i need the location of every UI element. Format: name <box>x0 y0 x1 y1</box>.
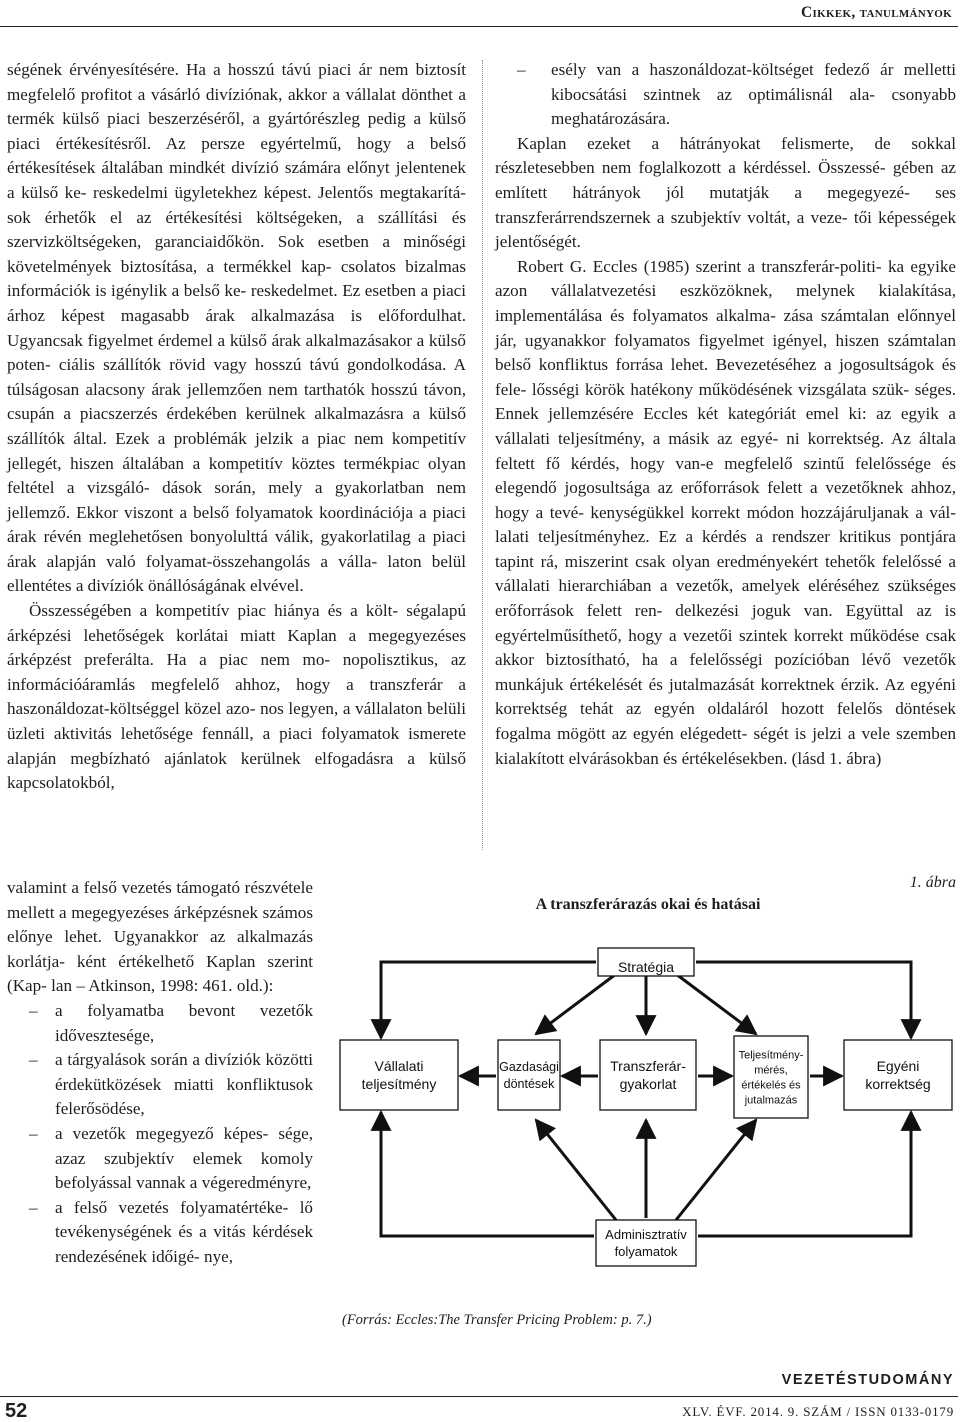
text-line: alkalmazásra a külső szállítók által. Ezek a problémák <box>7 404 466 448</box>
list-dash: – <box>29 1197 38 1217</box>
text-line: a gyártórészleg pedig a külső piaci értékesítésről. Az <box>7 109 467 153</box>
list-item-text <box>55 1196 313 1270</box>
text-line: pontjára tapint rá, miszerint csak olyan eredményekért <box>495 527 956 571</box>
arrow-admin-teljesitmeny <box>676 1120 756 1220</box>
text-line: komoly befolyással vannak a <box>55 1148 313 1193</box>
list-item-text <box>55 999 313 1048</box>
text-line: esély van a haszonáldozat-költséget fedező ár <box>551 60 894 79</box>
text-line: ka egyike azon vállalatvezetési eszközöknek, melynek <box>495 256 956 301</box>
box-label-gazdasagi: Gazdasági <box>499 1059 559 1074</box>
text-line: árképzésnek számos előnye lehet. <box>7 902 313 947</box>
box-label-vallalati: Vállalati <box>374 1057 424 1074</box>
text-line: tehetők felelőssé a vállalati hierarchiában a vezetők, <box>495 551 956 596</box>
arrow-strategia-gazdasagi <box>536 974 616 1034</box>
text-line: amelyek eléréséhez szükséges erőforrások felett ren- <box>495 576 956 621</box>
right-paragraph-2 <box>495 255 956 771</box>
text-line: ségét is jelzi a vele szemben kialakított elvárásokban és <box>495 724 956 768</box>
left-list-item-3 <box>29 1122 313 1196</box>
text-line: forrása lehet. Bevezetéséhez a jogosultságok és fele- <box>495 355 956 399</box>
text-line: biztosít megfelelő profitot a vásárló divíziónak, akkor <box>7 60 466 104</box>
text-line: sége, azaz szubjektív elemek <box>55 1123 313 1168</box>
left-paragraph-1 <box>7 58 466 599</box>
list-dash: – <box>517 60 526 79</box>
box-label-adminisztrativ: folyamatok <box>614 1244 678 1260</box>
text-line: lalati teljesítményhez. Ez a kérdés a rendszer kritikus <box>495 527 892 547</box>
text-line: ki: az egyik a vállalati teljesítmény, a másik az egyé- <box>495 404 957 448</box>
list-dash: – <box>29 1050 38 1070</box>
text-line: csolatos bizalmas információk is igénylik a belső ke- <box>7 256 467 301</box>
box-label-teljesitmeny: mérés, <box>754 1064 788 1077</box>
box-label-egyeni: korrektség <box>865 1075 931 1092</box>
text-line: persze egyértelmű, hogy a belső értékesítések általában <box>7 133 466 178</box>
text-line: csonyabb meghatározására. <box>551 84 957 129</box>
text-line: ni korrektség. Az általa feltett fő kérdés, hogy van-e <box>495 428 956 473</box>
text-line: fennáll, a piaci folyamatok ismerete alapján megbízható <box>7 724 466 768</box>
text-line: részvétele mellett a megegyezéses <box>7 878 313 922</box>
text-line: az erőforrások felett a vezetőknek ahhoz, hogy a tevé- <box>495 478 956 522</box>
running-header-section: Cikkek, tanulmányok <box>801 4 952 21</box>
text-line: árak alkalmazása is előfordulhat. Ugyancsak figyelmet <box>7 305 467 350</box>
text-line: részletesebben nem foglalkozott a kérdéssel. Összessé- <box>495 158 886 178</box>
footer-issue-meta: XLV. ÉVF. 2014. 9. SZÁM / ISSN 0133-0179 <box>682 1404 954 1419</box>
right-list-item-1 <box>517 58 956 132</box>
text-line: viszont a belső folyamatok koordinációja a piaci árak <box>7 502 466 547</box>
left-column <box>7 58 466 796</box>
box-gazdasagi <box>498 1040 560 1110</box>
text-line: Robert G. Eccles (1985) szerint a transzferár-politi- <box>517 256 882 276</box>
text-line: ként értékelhető Kaplan szerint (Kap- <box>7 951 313 996</box>
list-item-text <box>551 58 956 132</box>
text-line: ségének érvényesítésére. Ha a hosszú távú piaci ár nem <box>7 60 409 79</box>
text-line: figyelmet igényel, hiszen számtalan belső konfliktus <box>495 330 956 375</box>
arrow-admin-gazdasagi <box>536 1120 616 1220</box>
text-line: hogy a vezetői szintek korrekt működése csak akkor <box>495 625 956 670</box>
left-paragraph-2 <box>7 599 466 796</box>
text-line: a vezetők megegyező képes- <box>55 1123 269 1143</box>
list-dash: – <box>29 1123 38 1143</box>
text-line: nye, <box>204 1246 233 1266</box>
text-line: biztosítható, ha a felelősségi pozícióban lévő vezetők <box>545 650 956 670</box>
connector-admin-right <box>698 1112 911 1236</box>
box-label-egyeni: Egyéni <box>876 1057 920 1074</box>
box-label-transzferar: Transzferár- <box>610 1057 686 1074</box>
text-line: révén meglehetősen bonyolulttá válik, gyakorlatilag a <box>43 527 426 547</box>
text-line: Összességében a kompetitív piac hiánya és a költ- <box>29 601 399 621</box>
text-line: ciális szállítók rövid vagy hosszú távú gondolkodása. <box>58 355 447 375</box>
text-line: lősségi körök hatékony működésének vizsgálata szük- <box>531 379 910 399</box>
text-line: tői képességek jelentőségét. <box>495 207 956 252</box>
text-line: kialakítása, implementálása és folyamatos alkalma- <box>495 281 956 325</box>
box-label-teljesitmeny: értékelés és <box>741 1079 801 1092</box>
text-line: valamint a felső vezetés támogató <box>7 878 241 897</box>
footer-journal-name: VEZETÉSTUDOMÁNY <box>781 1372 954 1388</box>
text-line: melletti kibocsátási szintnek az optimálisnál ala- <box>551 60 956 104</box>
text-line: ajánlatok kerülnek elfogadásra a külső kapcsolatokból, <box>7 748 467 793</box>
text-line: Kaplan ezeket a hátrányokat felismerte, de sokkal <box>517 133 956 153</box>
text-line: sok érhetők el az értékesítési költségeken, a szállítási <box>7 207 438 227</box>
header-rule <box>0 26 958 27</box>
box-label-adminisztrativ: Adminisztratív <box>605 1227 687 1243</box>
text-line: kenységükkel korrekt módon hozzájáruljanak a vál- <box>590 502 956 522</box>
text-line: a folyamatba bevont vezetők <box>55 1000 313 1020</box>
text-line: ségalapú árképzési lehetőségek korlátai miatt Kaplan a <box>7 601 466 645</box>
text-line: delkezési joguk van. Együttal az is egyértelműsíthető, <box>495 601 957 645</box>
text-line: lő tevékenységének és a vitás <box>55 1197 313 1242</box>
text-line: érdemel a külső árak alkalmazásakor a külső poten- <box>7 330 466 375</box>
text-line: kompetitív köztes termékpiac olyan feltétel a vizsgáló- <box>7 453 466 498</box>
text-line: a felső vezetés folyamatértéke- <box>55 1197 289 1217</box>
text-line: munkájuk értékelését és jutalmazását korrektnek érzik. <box>495 674 880 694</box>
right-paragraph-1 <box>495 132 956 255</box>
text-line: konfliktusok felerősödése, <box>55 1074 313 1119</box>
text-line: gében az említett hátrányok jól mutatják a megegyezé- <box>495 158 957 202</box>
text-line: lan – Atkinson, 1998: 461. old.): <box>51 976 274 996</box>
text-line: minőségi követelmények biztosítása, a termékkel kap- <box>7 232 467 276</box>
text-line: megfelelő szintű felelőssége és elegendő jogosultsága <box>495 453 956 498</box>
connector-admin-left <box>381 1112 594 1236</box>
text-line: végeredményre, <box>201 1173 312 1193</box>
text-line: Az egyéni korrektség tehát az egyén oldaláról hozott <box>495 674 956 719</box>
text-line: séges. Ennek jellemzésére Eccles két kategóriát emel <box>495 379 957 424</box>
text-line: közötti érdekütközések miatti <box>55 1050 313 1094</box>
connector-strategia-right <box>696 962 911 1038</box>
right-column <box>495 58 956 771</box>
text-line: A túlságosan alacsony árak jellemzően nem tarthatók <box>7 355 466 399</box>
text-line: a tárgyalások során a divíziók <box>55 1050 261 1070</box>
box-label-vallalati: teljesítmény <box>361 1075 437 1092</box>
figure-source: (Forrás: Eccles:The Transfer Pricing Problem: p. 7.) <box>342 1312 652 1328</box>
text-line: nopolisztikus, az információáramlás megfelelő ahhoz, <box>7 650 467 694</box>
list-item-text <box>55 1122 313 1196</box>
text-line: a vállalat dönthet a termék külső piaci beszerzéséről, <box>7 84 466 129</box>
text-line: és szervizköltségeken, garanciaidőkön. Sok esetben a <box>7 207 466 252</box>
box-label-transzferar: gyakorlat <box>619 1075 677 1092</box>
figure-title: A transzferárazás okai és hatásai <box>535 896 761 913</box>
left-list-item-1 <box>29 999 313 1048</box>
left-list-block <box>7 876 313 1270</box>
text-line: értékelésekben. (lásd 1. ábra) <box>681 748 882 768</box>
text-line: nos legyen, a vállalaton belüli üzleti aktivitás lehetősége <box>7 699 467 744</box>
text-line: piaci árak alapján való folyamat-összehangolás a válla- <box>7 527 466 571</box>
left-paragraph-tail <box>7 876 313 999</box>
connector-strategia-left <box>381 962 596 1038</box>
box-label-strategia: Stratégia <box>617 958 675 975</box>
text-line: reskedelmi ügyletekhez képest. Jelentős megtakarítá- <box>93 182 466 202</box>
list-dash: – <box>29 1000 38 1020</box>
column-divider <box>482 60 483 850</box>
text-line: zása számtalan előnnyel jár, ugyanakkor folyamatos <box>495 305 956 350</box>
text-line: reskedelmet. Ez esetben a piaci árhoz képest magasabb <box>7 281 466 325</box>
text-line: hosszú távon, csupán a piacszerzés érdekében kerülnek <box>7 379 467 424</box>
box-label-teljesitmeny: jutalmazás <box>744 1094 798 1107</box>
arrow-strategia-teljesitmeny <box>676 974 756 1034</box>
page-number: 52 <box>5 1400 28 1422</box>
text-line: Ugyanakkor az alkalmazás korlátja- <box>7 927 313 971</box>
text-line: laton belül ellentétes a divíziók önállóságának elvével. <box>7 551 466 596</box>
text-line: megegyezéses árképzést preferálta. Ha a piac nem mo- <box>7 625 466 670</box>
text-line: dások során, mely a gyakorlatban nem jellemző. Ekkor <box>7 478 466 522</box>
text-line: idővesztesége, <box>55 1025 155 1045</box>
text-line: hogy a transzferár a haszonáldozat-költséggel közel azo- <box>7 674 467 719</box>
box-label-gazdasagi: döntések <box>503 1076 555 1091</box>
figure-label: 1. ábra <box>909 874 956 891</box>
text-line: felelős döntések fogalma mögött az egyén elégedett- <box>495 699 956 744</box>
text-line: kérdések rendezésének időigé- <box>55 1222 313 1266</box>
transfer-pricing-diagram <box>336 936 956 1308</box>
footer-rule <box>0 1396 958 1397</box>
box-label-teljesitmeny: Teljesítmény- <box>738 1049 804 1062</box>
text-line: jelzik a piac nem kompetitív jellegét, hiszen általában a <box>7 428 466 473</box>
left-list-item-2 <box>29 1048 313 1122</box>
list-item-text <box>55 1048 313 1122</box>
left-list-item-4 <box>29 1196 313 1270</box>
text-line: mindkét divízió számára előnyt jelentenek a külső ke- <box>7 158 466 202</box>
text-line: ses transzferárrendszernek a szubjektív voltát, a veze- <box>495 182 956 227</box>
